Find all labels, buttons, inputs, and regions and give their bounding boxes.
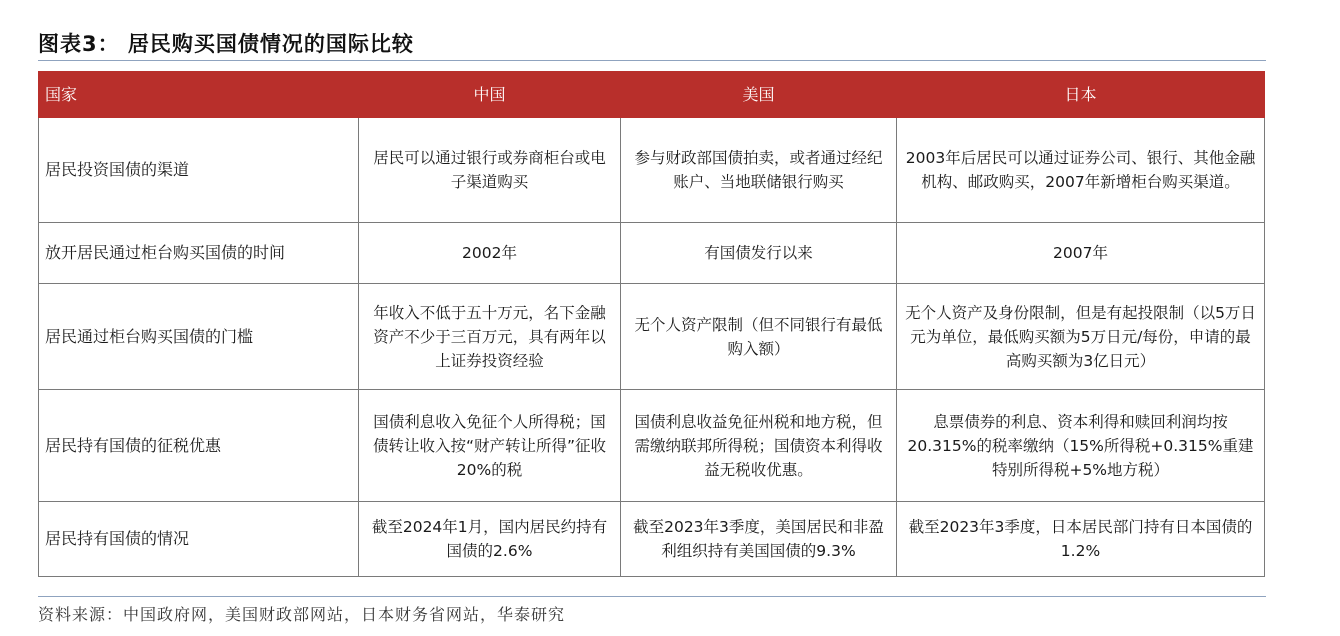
row-label: 放开居民通过柜台购买国债的时间	[39, 223, 359, 284]
cell-china: 国债利息收入免征个人所得税；国债转让收入按“财产转让所得”征收20%的税	[359, 390, 621, 502]
source-note: 资料来源：中国政府网，美国财政部网站，日本财务省网站，华泰研究	[38, 605, 566, 624]
table-row	[39, 502, 1265, 577]
cell-japan: 2007年	[897, 223, 1265, 284]
cell-japan: 2003年后居民可以通过证券公司、银行、其他金融机构、邮政购买，2007年新增柜台购买渠道。	[897, 118, 1265, 223]
row-label: 居民通过柜台购买国债的门槛	[39, 284, 359, 390]
row-label: 居民持有国债的情况	[39, 502, 359, 577]
cell-china: 居民可以通过银行或券商柜台或电子渠道购买	[359, 118, 621, 223]
cell-usa: 国债利息收益免征州税和地方税，但需缴纳联邦所得税；国债资本利得收益无税收优惠。	[621, 390, 897, 502]
cell-usa: 截至2023年3季度，美国居民和非盈利组织持有美国国债的9.3%	[621, 502, 897, 577]
cell-usa: 有国债发行以来	[621, 223, 897, 284]
comparison-table	[38, 71, 1265, 577]
table-row	[39, 223, 1265, 284]
row-label: 居民投资国债的渠道	[39, 118, 359, 223]
title-divider	[38, 60, 1266, 61]
cell-usa: 无个人资产限制（但不同银行有最低购入额）	[621, 284, 897, 390]
table-row	[39, 390, 1265, 502]
cell-japan: 截至2023年3季度，日本居民部门持有日本国债的1.2%	[897, 502, 1265, 577]
cell-china: 年收入不低于五十万元，名下金融资产不少于三百万元，具有两年以上证券投资经验	[359, 284, 621, 390]
row-label: 居民持有国债的征税优惠	[39, 390, 359, 502]
cell-japan: 息票债券的利息、资本利得和赎回利润均按20.315%的税率缴纳（15%所得税+0.315%重建特别所得税+5%地方税）	[897, 390, 1265, 502]
cell-china: 截至2024年1月，国内居民约持有国债的2.6%	[359, 502, 621, 577]
header-usa: 美国	[621, 72, 897, 118]
header-country: 国家	[39, 72, 359, 118]
cell-japan: 无个人资产及身份限制，但是有起投限制（以5万日元为单位，最低购买额为5万日元/每份，申请的最高购买额为3亿日元）	[897, 284, 1265, 390]
cell-usa: 参与财政部国债拍卖，或者通过经纪账户、当地联储银行购买	[621, 118, 897, 223]
table-row	[39, 118, 1265, 223]
header-japan: 日本	[897, 72, 1265, 118]
table-header-row	[39, 72, 1265, 118]
header-china: 中国	[359, 72, 621, 118]
figure-title: 图表3： 居民购买国债情况的国际比较	[38, 32, 414, 56]
table-row	[39, 284, 1265, 390]
source-divider	[38, 596, 1266, 597]
cell-china: 2002年	[359, 223, 621, 284]
